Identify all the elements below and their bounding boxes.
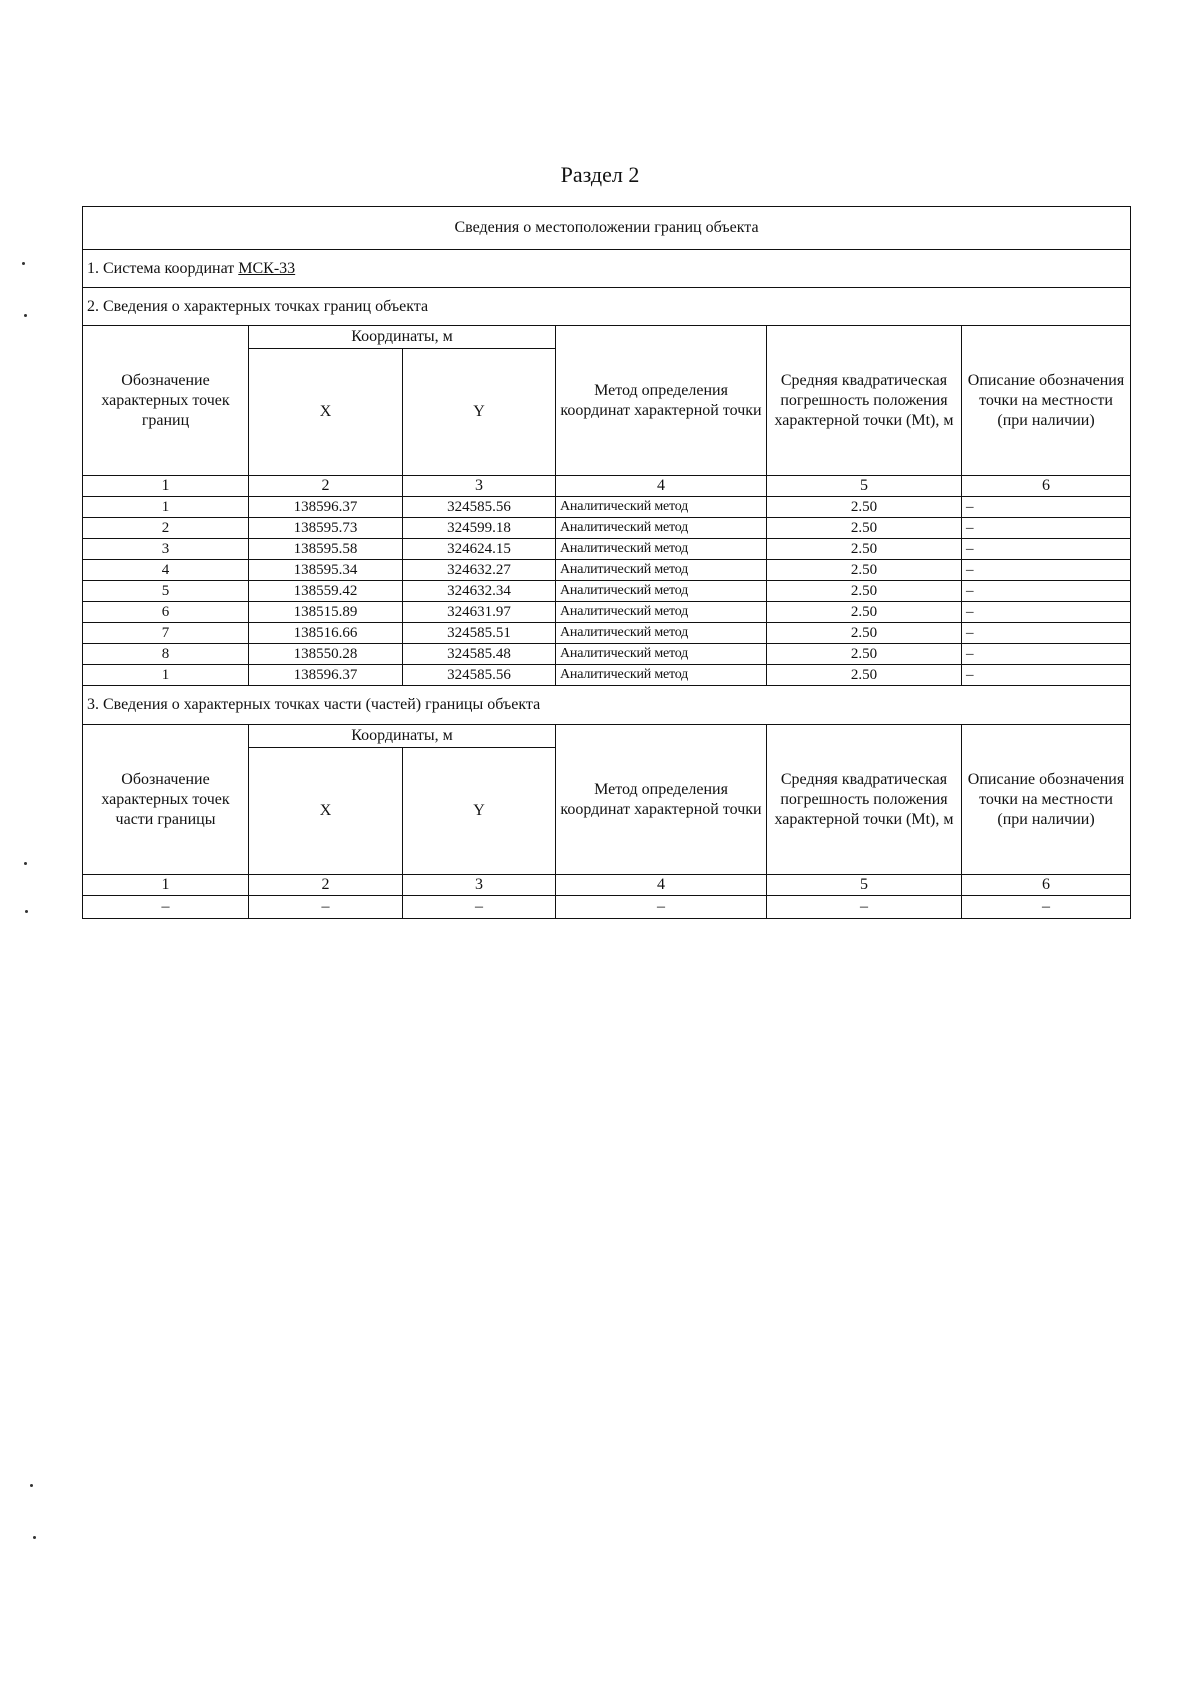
table-row [83, 497, 1131, 518]
header-error: Средняя квадратическая погрешность положения характерной точки (Mt), м [767, 725, 962, 875]
coord-x: 138595.34 [249, 560, 403, 581]
description: – [962, 644, 1131, 665]
coord-x: 138559.42 [249, 581, 403, 602]
coord-x: 138516.66 [249, 623, 403, 644]
scan-speck [25, 910, 28, 913]
boundary-table [82, 206, 1131, 919]
scan-speck [30, 1484, 33, 1487]
col-number: 2 [249, 476, 403, 497]
table-row [83, 560, 1131, 581]
col-number: 6 [962, 476, 1131, 497]
point-id: 8 [83, 644, 249, 665]
coord-y: 324585.56 [403, 665, 556, 686]
scan-speck [24, 314, 27, 317]
col-number: 5 [767, 476, 962, 497]
col-number: 1 [83, 476, 249, 497]
description: – [962, 665, 1131, 686]
page-heading: Раздел 2 [560, 162, 640, 187]
description: – [962, 623, 1131, 644]
header-point: Обозначение характерных точек границ [83, 326, 249, 476]
col-number: 4 [556, 875, 767, 896]
column-number-row [83, 476, 1131, 497]
coord-y: 324631.97 [403, 602, 556, 623]
description: – [962, 560, 1131, 581]
coord-x: 138595.58 [249, 539, 403, 560]
point-id: 2 [83, 518, 249, 539]
header-error: Средняя квадратическая погрешность положения характерной точки (Mt), м [767, 326, 962, 476]
col-number: 3 [403, 875, 556, 896]
method: Аналитический метод [556, 518, 767, 539]
coord-y: 324585.48 [403, 644, 556, 665]
method: Аналитический метод [556, 602, 767, 623]
coord-system-row [83, 250, 1131, 288]
col-number: 6 [962, 875, 1131, 896]
coord-x: 138595.73 [249, 518, 403, 539]
section2-title: 2. Сведения о характерных точках границ объекта [83, 288, 1131, 326]
header-description: Описание обозначения точки на местности (при наличии) [962, 326, 1131, 476]
point-id: – [83, 896, 249, 919]
table-row [83, 539, 1131, 560]
description: – [962, 602, 1131, 623]
coord-y: 324632.34 [403, 581, 556, 602]
description: – [962, 896, 1131, 919]
coord-x: 138515.89 [249, 602, 403, 623]
error: 2.50 [767, 602, 962, 623]
col-number: 5 [767, 875, 962, 896]
header-x: X [249, 748, 403, 875]
point-id: 5 [83, 581, 249, 602]
table-row [83, 602, 1131, 623]
header-method: Метод определения координат характерной точки [556, 326, 767, 476]
method: Аналитический метод [556, 644, 767, 665]
column-number-row [83, 875, 1131, 896]
header-method: Метод определения координат характерной точки [556, 725, 767, 875]
method: Аналитический метод [556, 665, 767, 686]
description: – [962, 497, 1131, 518]
table-row [83, 644, 1131, 665]
point-id: 4 [83, 560, 249, 581]
error: 2.50 [767, 518, 962, 539]
error: 2.50 [767, 539, 962, 560]
error: 2.50 [767, 581, 962, 602]
coord-y: 324632.27 [403, 560, 556, 581]
description: – [962, 539, 1131, 560]
error: – [767, 896, 962, 919]
method: Аналитический метод [556, 497, 767, 518]
header-y: Y [403, 748, 556, 875]
error: 2.50 [767, 497, 962, 518]
coord-y: 324599.18 [403, 518, 556, 539]
coord-x: – [249, 896, 403, 919]
header-x: X [249, 349, 403, 476]
col-number: 1 [83, 875, 249, 896]
coord-y: 324585.56 [403, 497, 556, 518]
header-point: Обозначение характерных точек части границы [83, 725, 249, 875]
error: 2.50 [767, 623, 962, 644]
col-number: 3 [403, 476, 556, 497]
coord-y: 324585.51 [403, 623, 556, 644]
coord-system-value: МСК-33 [238, 259, 296, 277]
error: 2.50 [767, 644, 962, 665]
coord-x: 138596.37 [249, 665, 403, 686]
table-title: Сведения о местоположении границ объекта [83, 207, 1131, 250]
method: – [556, 896, 767, 919]
method: Аналитический метод [556, 539, 767, 560]
coord-x: 138550.28 [249, 644, 403, 665]
coord-y: 324624.15 [403, 539, 556, 560]
table-row [83, 623, 1131, 644]
description: – [962, 518, 1131, 539]
scan-speck [24, 862, 27, 865]
coord-system-label: 1. Система координат [87, 259, 239, 277]
method: Аналитический метод [556, 581, 767, 602]
point-id: 7 [83, 623, 249, 644]
header-y: Y [403, 349, 556, 476]
coord-x: 138596.37 [249, 497, 403, 518]
method: Аналитический метод [556, 623, 767, 644]
table-row [83, 581, 1131, 602]
error: 2.50 [767, 560, 962, 581]
description: – [962, 581, 1131, 602]
scan-speck [22, 262, 25, 265]
point-id: 3 [83, 539, 249, 560]
table-row [83, 665, 1131, 686]
error: 2.50 [767, 665, 962, 686]
col-number: 4 [556, 476, 767, 497]
header-coords: Координаты, м [249, 725, 556, 748]
col-number: 2 [249, 875, 403, 896]
point-id: 6 [83, 602, 249, 623]
header-coords: Координаты, м [249, 326, 556, 349]
header-description: Описание обозначения точки на местности (при наличии) [962, 725, 1131, 875]
point-id: 1 [83, 497, 249, 518]
table-row [83, 896, 1131, 919]
method: Аналитический метод [556, 560, 767, 581]
table-row [83, 518, 1131, 539]
coord-y: – [403, 896, 556, 919]
section3-title: 3. Сведения о характерных точках части (частей) границы объекта [83, 686, 1131, 725]
point-id: 1 [83, 665, 249, 686]
scan-speck [33, 1536, 36, 1539]
